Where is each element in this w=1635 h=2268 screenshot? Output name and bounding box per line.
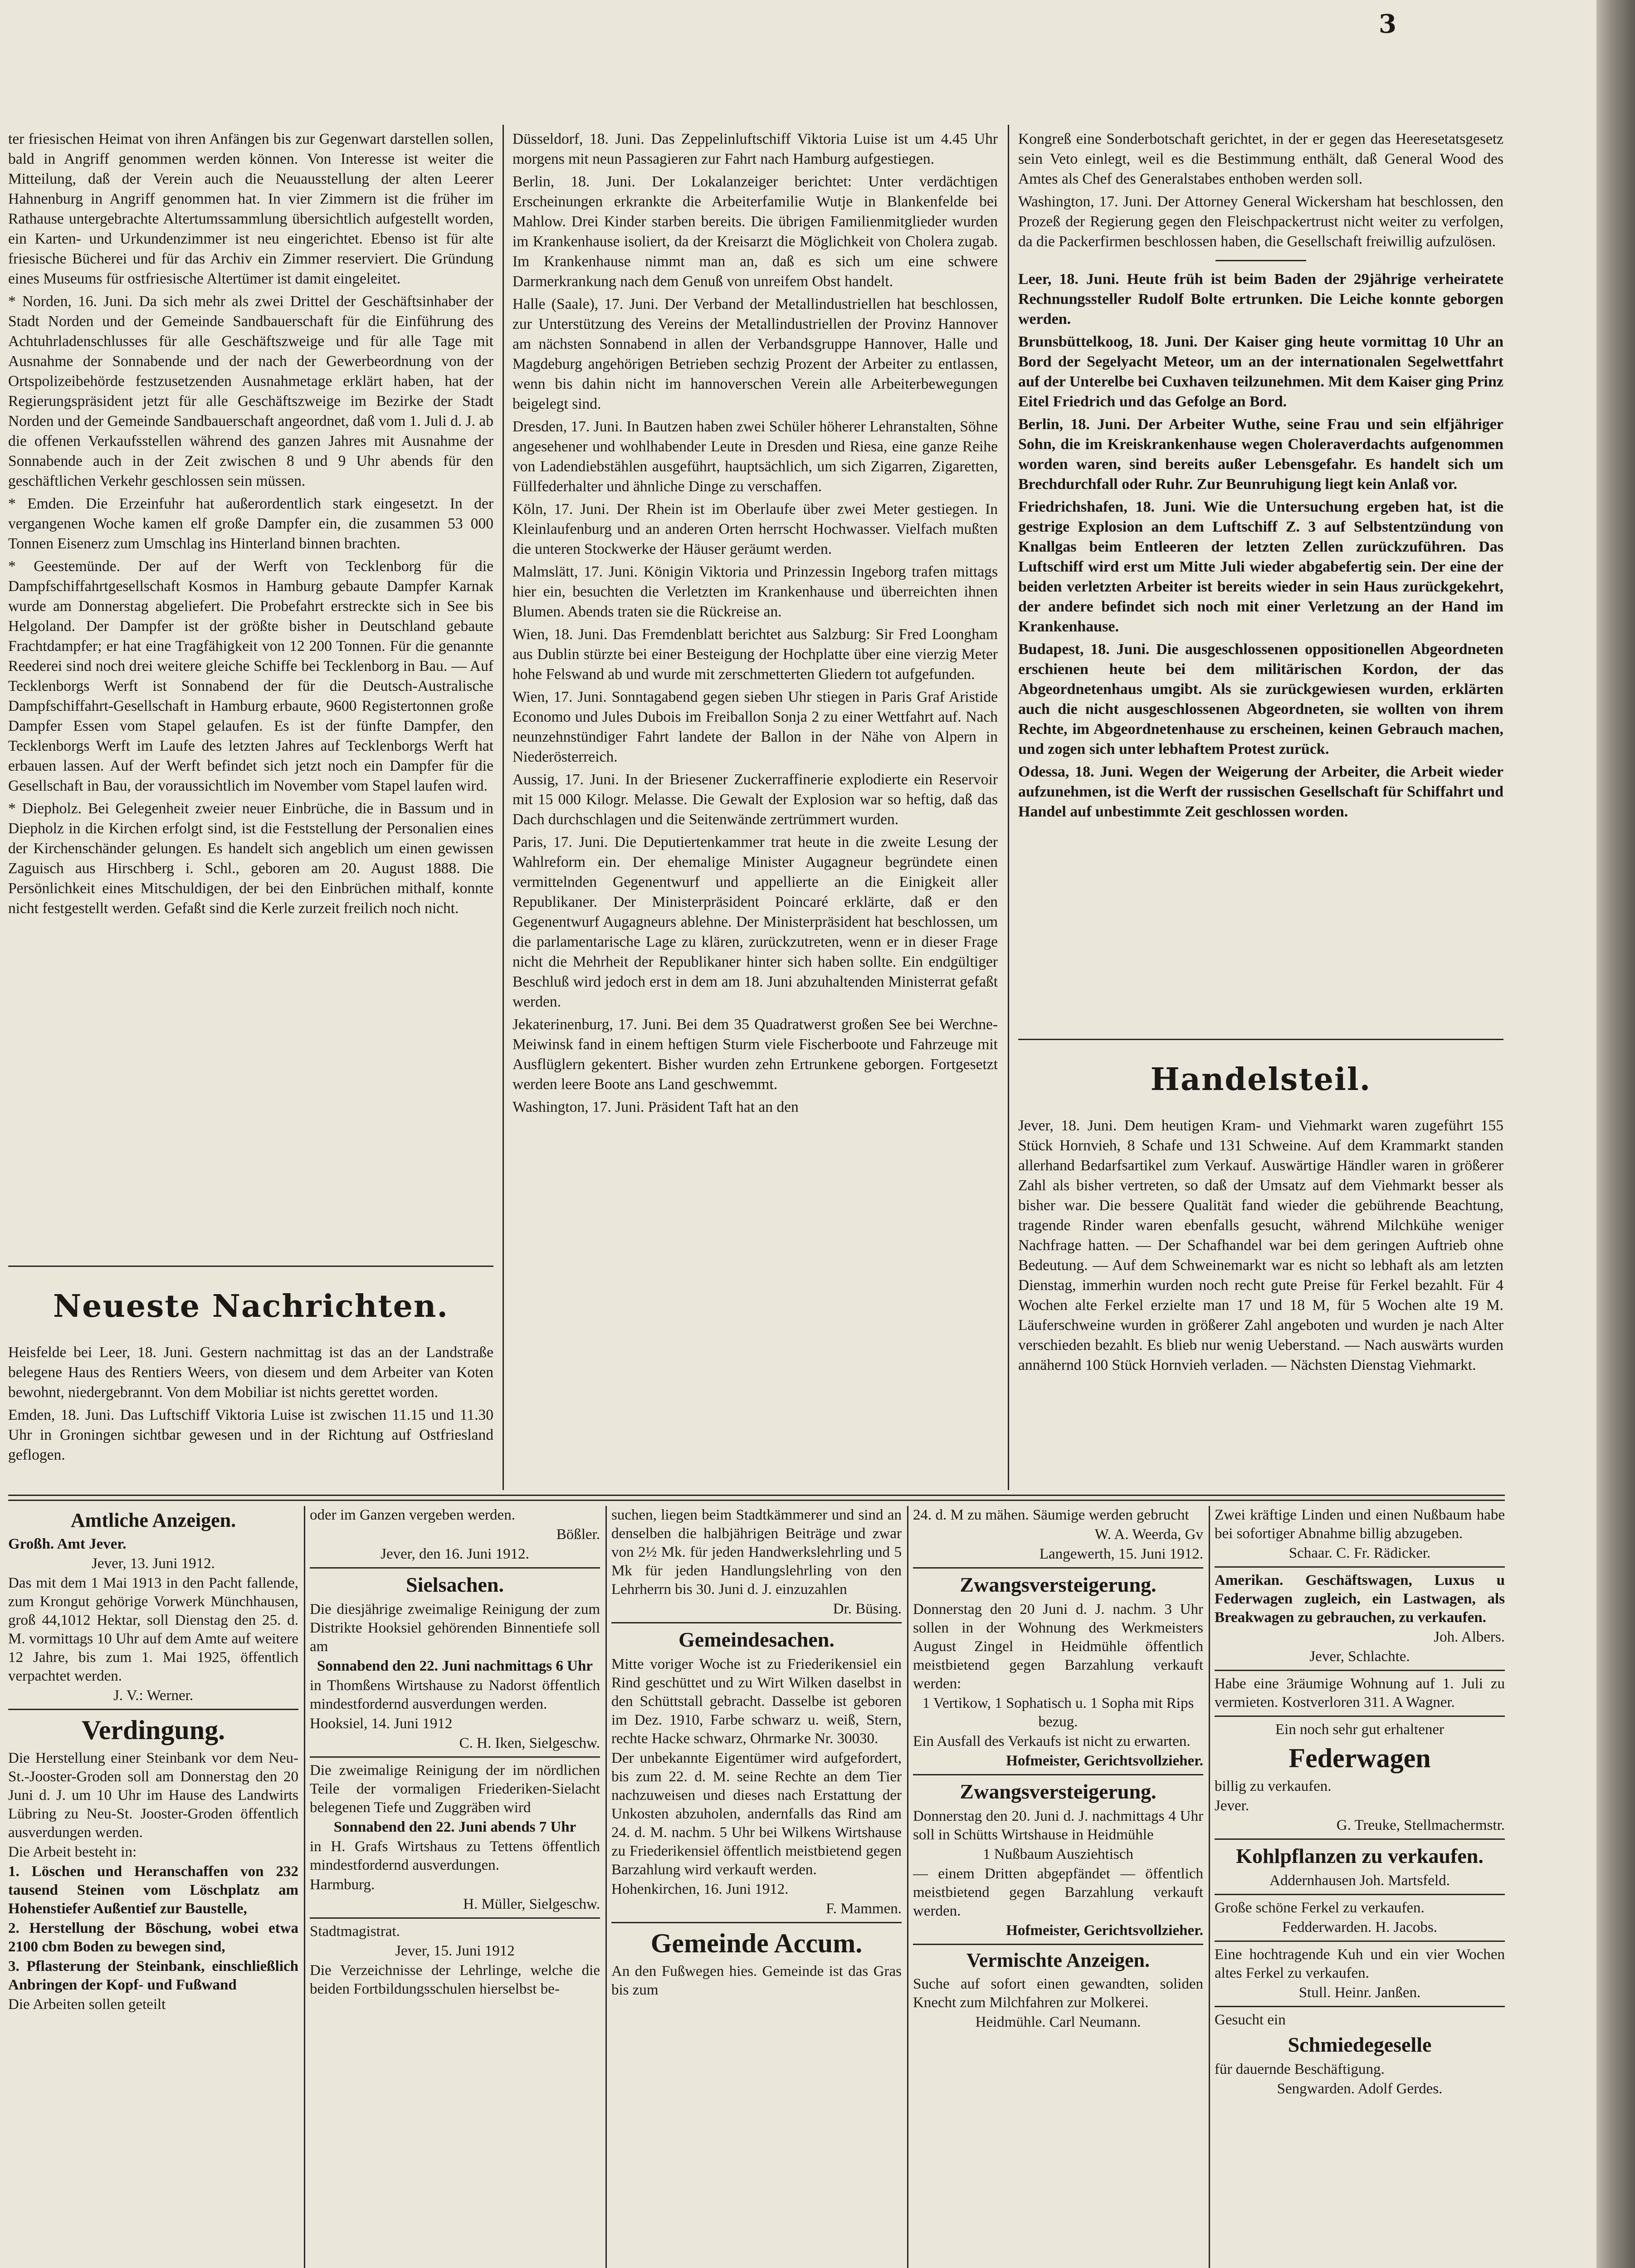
column-rule	[1008, 125, 1009, 1490]
section-title: Neueste Nachrichten.	[53, 1288, 449, 1325]
ad-signature: Joh. Albers.	[1434, 1629, 1505, 1645]
ad-heading: Zwangsversteigerung.	[960, 1573, 1157, 1596]
ad-text: Habe eine 3räumige Wohnung auf 1. Juli zu vermieten. Kostverloren 311. A Wagner.	[1215, 1676, 1505, 1711]
bold-news-paragraph: Friedrichshafen, 18. Juni. Wie die Untersuchung ergeben hat, ist die gestrige Explosion an dem Luftschiff Z. 3 auf Selbstentzündung von Knallgas beim Entleeren der letzten Zellen zurückzuführen. Das Luftschiff wird erst um Mitte Juli wieder abgabefertig sein. Der eine der beiden verletzten Arbeiter ist bereits wieder in sein Haus zurückgekehrt, der andere befindet sich noch mit einer Verletzung an der Hand im Krankenhause.	[1018, 499, 1503, 635]
ad-text: in H. Grafs Wirtshaus zu Tettens öffentlich mindestfordernd ausverdungen.	[310, 1838, 600, 1873]
article-paragraph: Berlin, 18. Juni. Der Lokalanzeiger berichtet: Unter verdächtigen Erscheinungen erkrankte die Arbeiterfamilie Wutje in Blankenfelde bei Mahlow. Drei Kinder starben bereits. Die übrigen Familienmitglieder wurden im Krankenhause isoliert, da der Kreisarzt die Möglichkeit von Cholera zugab. Im Krankenhause nimmt man an, daß es sich um eine schwere Darmerkrankung nach dem Genuß von unreifem Obst handelt.	[512, 173, 998, 290]
article-paragraph: Washington, 17. Juni. Präsident Taft hat an den	[512, 1099, 799, 1115]
ad-text: Eine hochtragende Kuh und ein vier Wochen altes Ferkel zu verkaufen.	[1215, 1946, 1505, 1981]
ad-heading: Schmiedegeselle	[1288, 2033, 1432, 2056]
ad-signature: G. Treuke, Stellmachermstr.	[1336, 1817, 1505, 1833]
ad-place: Hooksiel, 14. Juni 1912	[310, 1716, 453, 1732]
column-3	[1018, 129, 1503, 1036]
ad-divider	[913, 1944, 1203, 1945]
ad-text: Ein noch sehr gut erhaltener	[1275, 1721, 1445, 1738]
ad-divider	[310, 1567, 600, 1569]
column-2	[512, 129, 998, 1490]
ad-text: Gesucht ein	[1215, 2012, 1286, 2028]
handelsteil	[1018, 1043, 1503, 1492]
ad-text: Ein Ausfall des Verkaufs ist nicht zu erwarten.	[913, 1733, 1191, 1750]
ad-heading-large: Gemeinde Accum.	[650, 1928, 863, 1958]
short-rule	[1215, 260, 1306, 261]
ad-signature: Sengwarden. Adolf Gerdes.	[1277, 2081, 1443, 2097]
ad-date: Jever, den 16. Juni 1912.	[381, 1546, 529, 1562]
ad-signature: W. A. Weerda, Gv	[1094, 1526, 1203, 1543]
ad-column-b	[310, 1506, 600, 2268]
ad-text: Suche auf sofort einen gewandten, soliden Knecht zum Milchfahren zur Molkerei.	[913, 1976, 1203, 2011]
ad-divider	[611, 1922, 902, 1923]
ad-text: Die Verzeichnisse der Lehrlinge, welche die beiden Fortbildungsschulen hierselbst be-	[310, 1962, 600, 1997]
ad-heading-large: Federwagen	[1288, 1743, 1431, 1773]
ad-column-c	[611, 1506, 902, 2268]
ad-column-d	[913, 1506, 1203, 2268]
ad-divider	[1215, 1941, 1505, 1942]
page-edge-shadow	[1596, 0, 1635, 2268]
ad-place: Langewerth, 15. Juni 1912.	[1039, 1546, 1203, 1562]
ad-divider	[913, 1774, 1203, 1775]
ad-signature: Fedderwarden. H. Jacobs.	[1282, 1919, 1437, 1936]
bold-news-paragraph: Brunsbüttelkoog, 18. Juni. Der Kaiser ging heute vormittag 10 Uhr an Bord der Segelyacht Meteor, um an der internationalen Segelwettfahrt auf der Unterelbe bei Cuxhaven teilzunehmen. Mit dem Kaiser ging Prinz Eitel Friedrich und das Gefolge an Bord.	[1018, 333, 1503, 410]
ads-separator	[8, 1495, 1505, 1501]
ad-date: Jever, 15. Juni 1912	[395, 1943, 515, 1959]
ad-divider	[1215, 1894, 1505, 1895]
ad-text: Der unbekannte Eigentümer wird aufgefordert, bis zum 22. d. M. seine Rechte an dem Tier nachzuweisen und dieses nach Erstattung der Unkosten abzuholen, andernfalls das Rind am 24. d. M. nachm. 5 Uhr bei Wilkens Wirtshause zu Friederikensiel öffentlich meistbietend gegen Barzahlung wird verkauft werden.	[611, 1750, 902, 1878]
ad-list-item: Die Arbeiten sollen geteilt	[8, 1996, 166, 2013]
ad-heading: Sielsachen.	[406, 1573, 504, 1596]
article-paragraph: * Emden. Die Erzeinfuhr hat außerordentlich stark eingesetzt. In der vergangenen Woche kamen elf große Dampfer ein, die zusammen 53 000 Tonnen Eisenerz zum Umschlag ins Hinterland binnen brachten.	[8, 495, 493, 552]
ad-divider	[1215, 1838, 1505, 1840]
ad-place: Jever, Schlachte.	[1309, 1648, 1410, 1665]
ad-divider	[1215, 2006, 1505, 2007]
article-paragraph: Wien, 17. Juni. Sonntagabend gegen sieben Uhr stiegen in Paris Graf Aristide Economo und Jules Dubois im Freiballon Sonja 2 zu einer Wettfahrt auf. Nach neunzehnstündiger Fahrt landete der Ballon in der Nähe von Alpern in Niederösterreich.	[512, 689, 998, 765]
ad-heading: Gemeindesachen.	[678, 1628, 835, 1651]
ad-column-a	[8, 1506, 298, 2268]
ad-place: Harmburg.	[310, 1877, 375, 1893]
ad-divider	[1215, 1670, 1505, 1671]
column-divider-rule	[1018, 1039, 1503, 1040]
ad-signature: C. H. Iken, Sielgeschw.	[459, 1735, 600, 1751]
column-rule	[503, 125, 504, 1490]
ad-signature: Hofmeister, Gerichtsvollzieher.	[1006, 1922, 1203, 1939]
article-paragraph: Kongreß eine Sonderbotschaft gerichtet, in der er gegen das Heeresetatsgesetz sein Veto einlegt, weil es die Bestimmung enthält, daß General Wood des Amtes als Chef des Generalstabes enthoben werden soll.	[1018, 131, 1503, 187]
ad-text: oder im Ganzen vergeben werden.	[310, 1507, 515, 1523]
ad-text: Amerikan. Geschäftswagen, Luxus u Federwagen zugleich, ein Lastwagen, als Breakwagen zu gebrauchen, zu verkaufen.	[1215, 1572, 1505, 1626]
column-1	[8, 129, 493, 1272]
article-paragraph: Emden, 18. Juni. Das Luftschiff Viktoria Luise ist zwischen 11.15 und 11.30 Uhr in Groningen sichtbar gewesen und in der Richtung auf Ostfriesland geflogen.	[8, 1407, 493, 1463]
ad-heading: Kohlpflanzen zu verkaufen.	[1236, 1844, 1484, 1867]
ad-column-e	[1215, 1506, 1505, 2268]
ad-column-rule	[304, 1506, 305, 2268]
ad-divider	[1215, 1566, 1505, 1568]
article-paragraph: Wien, 18. Juni. Das Fremdenblatt berichtet aus Salzburg: Sir Fred Loongham aus Dublin stürzte bei einer Besteigung der Hochplatte über eine vierzig Meter hohe Felswand ab und wurde mit zerschmetterten Gliedern tot aufgefunden.	[512, 626, 998, 683]
ad-heading-large: Verdingung.	[81, 1715, 225, 1745]
ad-text: Die diesjährige zweimalige Reinigung der zum Distrikte Hooksiel gehörenden Binnentiefe soll am	[310, 1601, 600, 1655]
article-paragraph: Heisfelde bei Leer, 18. Juni. Gestern nachmittag ist das an der Landstraße belegene Haus des Rentiers Weers, von diesem und dem Arbeiter van Koten bewohnt, niedergebrannt. Von dem Mobiliar ist nichts gerettet worden.	[8, 1344, 493, 1401]
article-paragraph: Halle (Saale), 17. Juni. Der Verband der Metallindustriellen hat beschlossen, zur Unterstützung des Vereins der Metallindustriellen der Provinz Hannover am nächsten Sonnabend in allen der Verbandsgruppe Hannover, Halle und Magdeburg angehörigen Betrieben sechzig Prozent der Arbeiter zu entlassen, wenn bis dahin nicht im hannoverschen Verein alle Arbeiterbewegungen beigelegt sind.	[512, 296, 998, 412]
ad-signature: Dr. Büsing.	[833, 1601, 902, 1617]
ad-signature: F. Mammen.	[826, 1901, 902, 1917]
ad-place: Jever.	[1215, 1798, 1249, 1814]
ad-signature: Hofmeister, Gerichtsvollzieher.	[1006, 1753, 1203, 1769]
ad-text: — einem Dritten abgepfändet — öffentlich meistbietend gegen Barzahlung verkauft werden.	[913, 1866, 1203, 1919]
ad-signature: H. Müller, Sielgeschw.	[463, 1896, 600, 1912]
ad-divider	[1215, 1716, 1505, 1717]
page-number: 3	[1379, 9, 1396, 39]
ad-list-item: 1. Löschen und Heranschaffen von 232 tausend Steinen vom Löschplatz am Hohenstiefer Außentief zur Baustelle,	[8, 1863, 298, 1917]
column-divider-rule	[8, 1266, 493, 1267]
ad-divider	[310, 1756, 600, 1758]
ad-text: Donnerstag den 20 Juni d. J. nachm. 3 Uhr sollen in der Wohnung des Werkmeisters August Zingel in Heidmühle öffentlich meistbietend gegen Barzahlung verkauft werden:	[913, 1601, 1203, 1692]
ad-column-rule	[1209, 1506, 1210, 2268]
ad-text: 24. d. M zu mähen. Säumige werden gebrucht	[913, 1507, 1189, 1523]
ad-signature: Addernhausen Joh. Martsfeld.	[1269, 1872, 1450, 1889]
bold-news-paragraph: Leer, 18. Juni. Heute früh ist beim Baden der 29jährige verheiratete Rechnungssteller Rudolf Bolte ertrunken. Die Leiche konnte geborgen werden.	[1018, 271, 1503, 327]
article-paragraph: Aussig, 17. Juni. In der Briesener Zuckerraffinerie explodierte ein Reservoir mit 15 000 Kilogr. Melasse. Die Gewalt der Explosion war so heftig, daß das Dach durchschlagen und die Seitenwände zertrümmert wurden.	[512, 771, 998, 828]
article-paragraph: Köln, 17. Juni. Der Rhein ist im Oberlaufe über zwei Meter gestiegen. In Kleinlaufenburg und an anderen Orten herrscht Hochwasser. Vielfach mußten die unteren Stockwerke der Häuser geräumt werden.	[512, 501, 998, 557]
ad-list-item: 2. Herstellung der Böschung, wobei etwa 2100 cbm Boden zu bewegen sind,	[8, 1920, 298, 1955]
article-paragraph: * Diepholz. Bei Gelegenheit zweier neuer Einbrüche, die in Bassum und in Diepholz in die Kirchen erfolgt sind, ist die Feststellung der Personalien eines der Kirchenschänder gelungen. Es handelt sich angeblich um einen gewissen Zaguisch aus Hirschberg i. Schl., geboren am 20. August 1888. Die Persönlichkeit eines Mitschuldigen, der bei den Einbrüchen mithalf, konnte nicht festgestellt werden. Gefaßt sind die Kerle zurzeit freilich noch nicht.	[8, 800, 493, 917]
ad-text: Die Arbeit besteht in:	[8, 1844, 137, 1860]
ad-text: Die zweimalige Reinigung der im nördlichen Teile der vormaligen Friederiken-Sielacht belegenen Tiefe und Zuggräben wird	[310, 1762, 600, 1816]
article-paragraph: Malmslätt, 17. Juni. Königin Viktoria und Prinzessin Ingeborg trafen mittags hier ein, besuchten die Verletzten im Krankenhause und überreichten ihnen Blumen. Abends traten sie die Rückreise an.	[512, 563, 998, 620]
ad-divider	[310, 1917, 600, 1919]
ad-list-item: 3. Pflasterung der Steinbank, einschließlich Anbringen der Kopf- und Fußwand	[8, 1958, 298, 1993]
ad-divider	[611, 1622, 902, 1623]
article-paragraph: Jever, 18. Juni. Dem heutigen Kram- und Viehmarkt waren zugeführt 155 Stück Hornvieh, 8 Schafe und 131 Schweine. Auf dem Krammarkt standen allerhand Bedarfsartikel zum Verkauf. Auswärtige Händler waren in größerer Zahl als bisher vertreten, so daß der Umsatz auf dem Viehmarkt besser als bisher war. Die bessere Qualität fand wieder die gebührende Beachtung, tragende Rinder waren ebenfalls gesucht, während Milchkühe weniger Nachfrage hatten. — Der Schafhandel war bei dem geringen Auftrieb ohne Bedeutung. — Auf dem Schweinemarkt war es nicht so lebhaft als am letzten Dienstag, immerhin wurden noch recht gute Preise für Ferkel bezahlt. Für 4 Wochen alte Ferkel erzielte man 17 und 18 M, für 5 Wochen alte 19 M. Läuferschweine wurden in größerer Zahl angeboten und wurden je nach Alter verschieden bezahlt. Es blieb nur wenig Ueberstand. — Nach auswärts wurden annähernd 100 Stück Hornvieh verladen. — Nächsten Dienstag Viehmarkt.	[1018, 1117, 1503, 1374]
ad-text: Das mit dem 1 Mai 1913 in den Pacht fallende, zum Krongut gehörige Vorwerk Münchhausen, groß 44,1012 Hektar, soll Dienstag den 25. d. M. vormittags 10 Uhr auf dem Amte auf weitere 12 Jahre, bis zum 1. Mai 1925, öffentlich verpachtet werden.	[8, 1575, 298, 1684]
ad-date: Jever, 13. Juni 1912.	[92, 1555, 215, 1572]
ad-heading: Zwangsversteigerung.	[960, 1780, 1157, 1803]
ad-text: Donnerstag den 20. Juni d. J. nachmittags 4 Uhr soll in Schütts Wirtshause in Heidmühle	[913, 1808, 1203, 1843]
ad-text: Die Herstellung einer Steinbank vor dem Neu-St.-Jooster-Groden soll am Donnerstag den 20 Juni d. J. um 10 Uhr im Hause des Landwirts Lübring zu Neu-St. Jooster-Groden öffentlich ausverdungen werden.	[8, 1750, 298, 1841]
article-paragraph: ter friesischen Heimat von ihren Anfängen bis zur Gegenwart darstellen sollen, bald in Angriff genommen werden können. Von Interesse ist weiter die Mitteilung, daß der Verein auch die Neuausstellung der alten Leerer Hahnenburg in Angriff genommen hat. In vier Zimmern ist die früher im Rathause untergebrachte Altertumssammlung übersichtlich aufgestellt worden, ein Karten- und Urkundenzimmer ist neu eingerichtet. Ebenso ist für alte friesische Bücherei und für das Archiv ein Zimmer reserviert. Die Gründung eines Museums für ostfriesische Altertümer ist damit eingeleitet.	[8, 131, 493, 287]
ad-list-item: 1 Vertikow, 1 Sophatisch u. 1 Sopha mit Rips bezug.	[922, 1695, 1194, 1730]
ad-emphasis: Sonnabend den 22. Juni abends 7 Uhr	[333, 1819, 576, 1835]
article-paragraph: Dresden, 17. Juni. In Bautzen haben zwei Schüler höherer Lehranstalten, Söhne angesehener und wohlhabender Leute in Dresden und Riesa, eine ganze Reihe von Ladendiebstählen ausgeführt, hauptsächlich, um sich Zigarren, Zigaretten, Füllfederhalter und ähnliche Dinge zu verschaffen.	[512, 418, 998, 495]
bold-news-paragraph: Budapest, 18. Juni. Die ausgeschlossenen oppositionellen Abgeordneten erschienen heute bei dem militärischen Kordon, der das Abgeordnetenhaus umgibt. Als sie zurückgewiesen wurden, erklärten auch die nicht ausgeschlossenen Abgeordneten, sie wollten von ihrem Rechte, im Abgeordnetenhause zu erscheinen, keinen Gebrauch machen, und zogen sich unter lebhaftem Protest zurück.	[1018, 641, 1503, 758]
ad-text: Große schöne Ferkel zu verkaufen.	[1215, 1900, 1425, 1916]
ad-column-rule	[605, 1506, 607, 2268]
article-paragraph: Washington, 17. Juni. Der Attorney General Wickersham hat beschlossen, den Prozeß der Regierung gegen den Fleischpackertrust nicht weiter zu verfolgen, da die Packerfirmen beschlossen haben, die Gesellschaft freiwillig aufzulösen.	[1018, 193, 1503, 250]
ad-heading: Vermischte Anzeigen.	[966, 1949, 1150, 1971]
ad-text: Mitte voriger Woche ist zu Friederikensiel ein Rind geschüttet und zu Wirt Wilken daselbst in den Schüttstall gebracht. Dasselbe ist geboren im Dez. 1910, Farbe schwarz u. weiß, Stern, rechte Hacke schwarz, Ohrmarke Nr. 30030.	[611, 1656, 902, 1747]
ad-signature: Bößler.	[556, 1526, 600, 1543]
ad-text: Zwei kräftige Linden und einen Nußbaum habe bei sofortiger Abnahme billig abzugeben.	[1215, 1507, 1505, 1542]
ad-list-item: 1 Nußbaum Ausziehtisch	[983, 1846, 1133, 1862]
ad-column-rule	[907, 1506, 908, 2268]
ad-divider	[913, 1567, 1203, 1569]
ad-signature: Heidmühle. Carl Neumann.	[975, 2014, 1141, 2030]
ad-subheading: Stadtmagistrat.	[310, 1923, 400, 1940]
ad-text: für dauernde Beschäftigung.	[1215, 2061, 1385, 2077]
ad-emphasis: Sonnabend den 22. Juni nachmittags 6 Uhr	[317, 1658, 593, 1674]
bold-news-paragraph: Odessa, 18. Juni. Wegen der Weigerung der Arbeiter, die Arbeit wieder aufzunehmen, ist die Werft der russischen Gesellschaft für Schiffahrt und Handel auf unbestimmte Zeit geschlossen worden.	[1018, 763, 1503, 820]
section-title: Handelsteil.	[1150, 1061, 1371, 1098]
article-paragraph: * Norden, 16. Juni. Da sich mehr als zwei Drittel der Geschäftsinhaber der Stadt Norden und der Gemeinde Sandbauerschaft für die Einführung des Achtuhrladenschlusses für alle Geschäftszweige und für alle Tage mit Ausnahme der Sonnabende und der nach der Gewerbeordnung von der Ortspolizeibehörde festzusetzenden Ausnahmetage erklärt haben, hat der Regierungspräsident jetzt für alle Geschäftszweige im Bezirke der Stadt Norden und der Gemeinde Sandbauerschaft angeordnet, daß vom 1. Juli d. J. ab die offenen Verkaufsstellen während des ganzen Jahres mit Ausnahme der Sonnabende auch in der Zeit zwischen 8 und 9 Uhr abends für den geschäftlichen Verkehr geschlossen sein müssen.	[8, 293, 493, 489]
ad-signature: Schaar. C. Fr. Rädicker.	[1288, 1545, 1431, 1561]
ad-subheading: Großh. Amt Jever.	[8, 1536, 127, 1552]
ad-signature: Stull. Heinr. Janßen.	[1298, 1984, 1421, 2001]
ad-signature: J. V.: Werner.	[113, 1687, 194, 1704]
article-paragraph: Jekaterinenburg, 17. Juni. Bei dem 35 Quadratwerst großen See bei Werchne-Meiwinsk fand in einem heftigen Sturm viele Fischerboote und Fahrzeuge mit Ausflüglern gekentert. Bisher wurden zehn Ertrunkene geborgen. Fortgesetzt werden leere Boote ans Land geschwemmt.	[512, 1016, 998, 1093]
ad-text: suchen, liegen beim Stadtkämmerer und sind an denselben die halbjährigen Beiträge und zwar von 2½ Mk. für jeden Handwerkslehrling und 5 Mk für jeden Handlungslehrling von den Lehrherrn bis 30. Juni d. J. einzuzahlen	[611, 1507, 902, 1598]
article-paragraph: * Geestemünde. Der auf der Werft von Tecklenborg für die Dampfschiffahrtgesellschaft Kosmos in Hamburg gebaute Dampfer Karnak wurde am Donnerstag abgeliefert. Die Probefahrt erstreckte sich in See bis Helgoland. Der Dampfer ist der größte bisher in Deutschland gebaute Frachtdampfer; er hat eine Tragfähigkeit von 12 200 Tonnen. Für die genannte Reederei sind noch drei weitere gleiche Schiffe bei Tecklenborg in Bau. — Auf Tecklenborgs Werft ist Sonnabend der für die Deutsch-Australische Dampfschiffahrt-Gesellschaft in Hamburg erbaute, 9600 Registertonnen große Dampfer Essen vom Stapel gelaufen. Es ist der fünfte Dampfer, den Tecklenborgs Werft im Laufe des letzten Jahres auf Tecklenborgs Werft hat erbauen lassen. Auf der Werft befindet sich jetzt noch ein Dampfer für die Gesellschaft in Bau, der voraussichtlich im November vom Stapel laufen wird.	[8, 558, 493, 794]
neueste-nachrichten	[8, 1270, 493, 1497]
article-paragraph: Düsseldorf, 18. Juni. Das Zeppelinluftschiff Viktoria Luise ist um 4.45 Uhr morgens mit neun Passagieren zur Fahrt nach Hamburg aufgestiegen.	[512, 131, 998, 167]
ad-text: in Thomßens Wirtshause zu Nadorst öffentlich mindestfordernd ausverdungen werden.	[310, 1677, 600, 1712]
ad-divider	[8, 1709, 298, 1710]
ad-text: An den Fußwegen hies. Gemeinde ist das Gras bis zum	[611, 1963, 902, 1998]
ad-place: Hohenkirchen, 16. Juni 1912.	[611, 1881, 789, 1897]
ad-text: billig zu verkaufen.	[1215, 1778, 1332, 1794]
ad-heading: Amtliche Anzeigen.	[70, 1509, 236, 1531]
bold-news-paragraph: Berlin, 18. Juni. Der Arbeiter Wuthe, seine Frau und sein elfjähriger Sohn, die im Kreiskrankenhause wegen Choleraverdachts aufgenommen worden waren, sind bereits außer Lebensgefahr. Es handelt sich um Brechdurchfall oder Ruhr. Zur Beunruhigung liegt kein Anlaß vor.	[1018, 416, 1503, 493]
article-paragraph: Paris, 17. Juni. Die Deputiertenkammer trat heute in die zweite Lesung der Wahlreform ein. Der ehemalige Minister Augagneur begründete einen vermittelnden Gegenentwurf und appellierte an die Einigkeit aller Republikaner. Der Ministerpräsident Poincaré erklärte, daß er den Gegenentwurf Augagneurs ablehne. Der Ministerpräsident hat beschlossen, um die parlamentarische Lage zu klären, zurückzutreten, wenn er in dieser Frage nicht die Mehrheit der Republikaner hinter sich haben sollte. Ein endgültiger Beschluß wird jedoch erst in dem am 18. Juni abzuhaltenden Ministerrat gefaßt werden.	[512, 834, 998, 1010]
